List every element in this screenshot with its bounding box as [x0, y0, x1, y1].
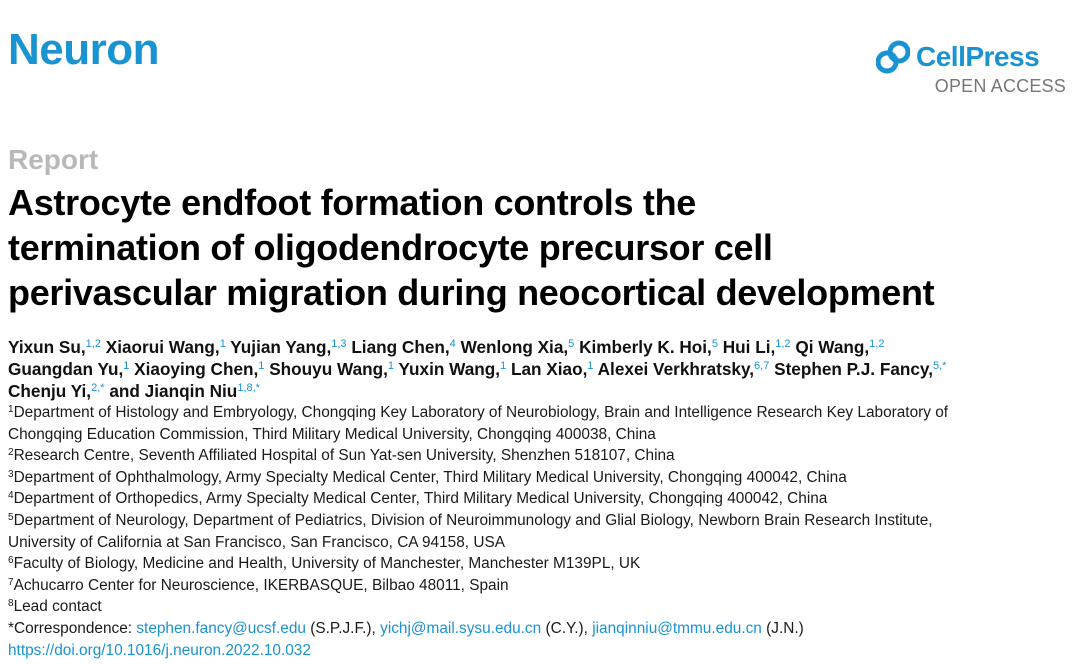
- affiliation-text: University of California at San Francisco, San Francisco, CA 94158, USA: [8, 533, 505, 551]
- title-line: termination of oligodendrocyte precursor cell: [8, 227, 773, 268]
- affiliation-text: Department of Histology and Embryology, Chongqing Key Laboratory of Neurobiology, Brain and Intelligence Research Key Laboratory of: [13, 404, 949, 421]
- affiliation-line: [8, 424, 1076, 446]
- affiliation-text: Research Centre, Seventh Affiliated Hospital of Sun Yat-sen University, Shenzhen 518107, China: [13, 447, 675, 465]
- lead-contact-text: Lead contact: [13, 598, 102, 616]
- publisher-name: CellPress: [916, 41, 1040, 72]
- author-name[interactable]: Guangdan Yu,: [8, 359, 124, 379]
- author-affil-sup[interactable]: 1: [123, 360, 130, 372]
- author-name[interactable]: Lan Xiao,: [510, 359, 588, 379]
- affiliation-text: Chongqing Education Commission, Third Military Medical University, Chongqing 400038, China: [8, 425, 656, 443]
- author-name[interactable]: Kimberly K. Hoi,: [579, 337, 712, 357]
- author-name[interactable]: Stephen P.J. Fancy,: [774, 359, 933, 379]
- author-affil-sup[interactable]: 1,2: [775, 338, 791, 350]
- author-name[interactable]: Alexei Verkhratsky,: [597, 359, 755, 379]
- author-affil-sup[interactable]: 1: [587, 360, 594, 372]
- email-link-fancy[interactable]: stephen.fancy@ucsf.edu: [136, 619, 306, 637]
- author-affil-sup[interactable]: 5,*: [933, 360, 947, 372]
- affiliation-number: 8: [8, 598, 14, 610]
- author-affil-sup[interactable]: 1,2: [85, 338, 101, 350]
- author-name[interactable]: Yixun Su,: [8, 337, 86, 357]
- affiliation-line: [8, 510, 1076, 532]
- journal-title: Neuron: [8, 25, 159, 74]
- affiliation-line: [8, 488, 1076, 510]
- affiliations: [8, 402, 1076, 661]
- author-affil-sup[interactable]: 1: [219, 338, 226, 350]
- open-access-label: OPEN ACCESS: [934, 76, 1066, 96]
- author-list: [8, 336, 1076, 402]
- affiliation-number: 4: [8, 490, 14, 502]
- affiliation-number: 2: [8, 447, 14, 459]
- affiliation-text: Department of Orthopedics, Army Specialty Medical Center, Third Military Medical University, Chongqing 400042, China: [13, 490, 828, 508]
- author-name[interactable]: Xiaorui Wang,: [105, 337, 220, 357]
- affiliation-line: [8, 467, 1076, 489]
- article-title: [8, 180, 1078, 315]
- affiliation-line: [8, 445, 1076, 467]
- author-name[interactable]: Qi Wang,: [795, 337, 870, 357]
- affiliation-line: [8, 575, 1076, 597]
- affiliation-line: [8, 596, 1076, 618]
- author-affil-sup[interactable]: 1: [258, 360, 265, 372]
- cellpress-logo-icon: [876, 40, 910, 74]
- correspondence-initials: (C.Y.),: [545, 619, 588, 637]
- affiliation-text: Achucarro Center for Neuroscience, IKERBASQUE, Bilbao 48011, Spain: [13, 576, 509, 594]
- author-affil-sup[interactable]: 1,3: [331, 338, 347, 350]
- title-line: Astrocyte endfoot formation controls the: [8, 182, 697, 223]
- author-name[interactable]: Liang Chen,: [351, 337, 450, 357]
- correspondence-label: *Correspondence:: [8, 619, 133, 637]
- affiliation-text: Faculty of Biology, Medicine and Health, University of Manchester, Manchester M139PL, UK: [13, 555, 641, 573]
- author-name[interactable]: Shouyu Wang,: [269, 359, 388, 379]
- author-affil-sup[interactable]: 6,7: [754, 360, 770, 372]
- title-line: perivascular migration during neocortical development: [8, 272, 935, 313]
- author-affil-sup[interactable]: 5: [711, 338, 718, 350]
- author-name[interactable]: Yujian Yang,: [230, 337, 332, 357]
- author-affil-sup[interactable]: 1: [500, 360, 507, 372]
- author-line: [8, 336, 1076, 358]
- article-type: Report: [8, 144, 99, 175]
- author-line: [8, 380, 1076, 402]
- author-affil-sup[interactable]: 1: [387, 360, 395, 372]
- affiliation-line: [8, 553, 1076, 575]
- affiliation-number: 3: [8, 468, 14, 480]
- author-name[interactable]: Wenlong Xia,: [460, 337, 569, 357]
- correspondence-initials: (S.P.J.F.),: [310, 619, 376, 637]
- author-name[interactable]: Hui Li,: [722, 337, 776, 357]
- correspondence-line: [8, 618, 1076, 640]
- affiliation-text: Department of Ophthalmology, Army Specialty Medical Center, Third Military Medical University, Chongqing 400042, China: [13, 468, 847, 486]
- author-name[interactable]: and Jianqin Niu: [109, 381, 238, 401]
- author-affil-sup[interactable]: 1,8,*: [237, 382, 260, 394]
- author-name[interactable]: Yuxin Wang,: [398, 359, 501, 379]
- email-link-niu[interactable]: jianqinniu@tmmu.edu.cn: [592, 619, 762, 637]
- author-affil-sup[interactable]: 1,2: [869, 338, 885, 350]
- affiliation-text: Department of Neurology, Department of Pediatrics, Division of Neuroimmunology and Glial Biology, Newborn Brain Research Institute,: [13, 511, 933, 529]
- author-affil-sup[interactable]: 2,*: [91, 382, 105, 394]
- affiliation-line: [8, 402, 1076, 424]
- affiliation-line: [8, 532, 1076, 554]
- doi-line: [8, 640, 1076, 662]
- author-name[interactable]: Chenju Yi,: [8, 381, 92, 401]
- author-affil-sup[interactable]: 4: [449, 338, 456, 350]
- author-line: [8, 358, 1076, 380]
- affiliation-number: 6: [8, 555, 14, 567]
- author-affil-sup[interactable]: 5: [568, 338, 575, 350]
- email-link-yi[interactable]: yichj@mail.sysu.edu.cn: [380, 619, 542, 637]
- affiliation-number: 7: [8, 576, 14, 588]
- correspondence-initials: (J.N.): [766, 619, 804, 637]
- publisher-logo[interactable]: [876, 38, 1066, 98]
- affiliation-number: 5: [8, 511, 14, 523]
- author-name[interactable]: Xiaoying Chen,: [134, 359, 259, 379]
- doi-link[interactable]: https://doi.org/10.1016/j.neuron.2022.10.032: [8, 641, 311, 659]
- affiliation-number: 1: [8, 404, 14, 415]
